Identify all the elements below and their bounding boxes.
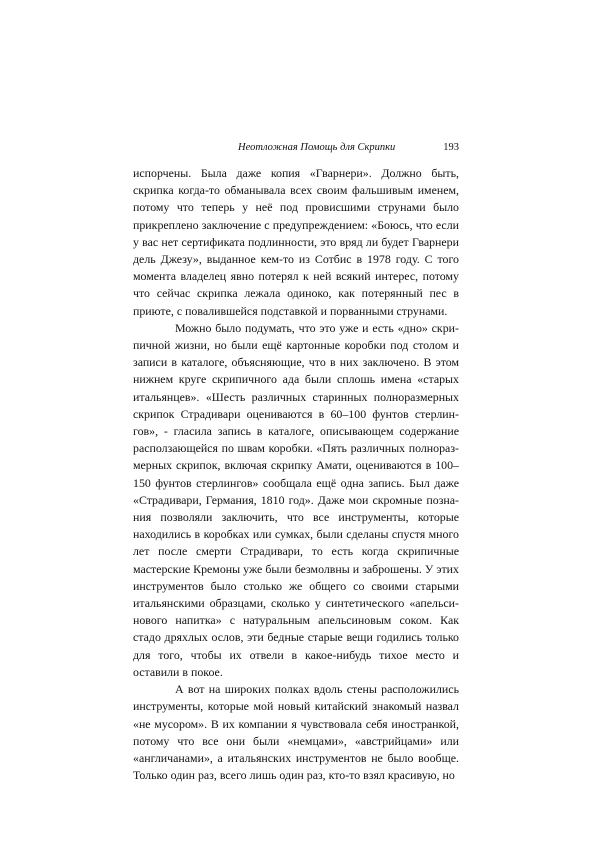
running-head [133, 141, 459, 155]
running-title: Неотложная Помощь для Скрипки [238, 142, 396, 153]
page-number: 193 [443, 142, 459, 153]
paragraph: А вот на широких полках вдоль стены расположились инструменты, которые мой новый китайский знакомый назвал «не мусором». В их компании я чувствовала себя иностранкой, потому что все они были «немцами», «австрийцами» или «англичанами», а итальянских инструментов не было вообще. Только один раз, всего лишь один раз, кто-то взял красивую, но [133, 682, 459, 783]
paragraph: испорчены. Была даже копия «Гварнери». Должно быть, скрипка когда-то обманывала всех своим фальшивым именем, потому что теперь у неё под провисшими струнами было прикреплено заключение с предупреждением: «Боюсь, что если у вас нет сертификата подлинности, это вряд ли будет Гварнери дель Джезу», выданное кем-то из Сотбис в 1978 году. С того момента владелец явно потерял к ней всякий интерес, потому что сейчас скрипка лежала одиноко, как потерянный пес в приюте, с повалившейся подставкой и порванными струнами. [133, 166, 459, 318]
body-text [133, 165, 459, 784]
paragraph: Можно было подумать, что это уже и есть «дно» скрипичной жизни, но были ещё картонные коробки под столом и записи в каталоге, объясняющие, что в них заключено. В этом нижнем круге скрипичного ада были сплошь имена «старых итальянцев». «Шесть различных старинных полноразмерных скрипок Страдивари оцениваются в 60–100 фунтов стерлингов», - гласила запись в каталоге, описывающем содержание расползающейся по швам коробки. «Пять различных полноразмерных скрипок, включая скрипку Амати, оцениваются в 100–150 фунтов стерлингов» сообщала ещё одна запись. Был даже «Страдивари, Германия, 1810 год». Даже мои скромные познания позволяли заключить, что все инструменты, которые находились в коробках или сумках, были сделаны спустя много лет после смерти Страдивари, то есть когда скрипичные мастерские Кремоны уже были безмолвны и заброшены. У этих инструментов было столько же общего со своими старыми итальянскими образцами, сколько у синтетического «апельсинового напитка» с натуральным апельсиновым соком. Как стадо дряхлых ослов, эти бедные старые вещи годились только для того, чтобы их отвели в какое-нибудь тихое место и оставили в покое. [133, 320, 459, 679]
